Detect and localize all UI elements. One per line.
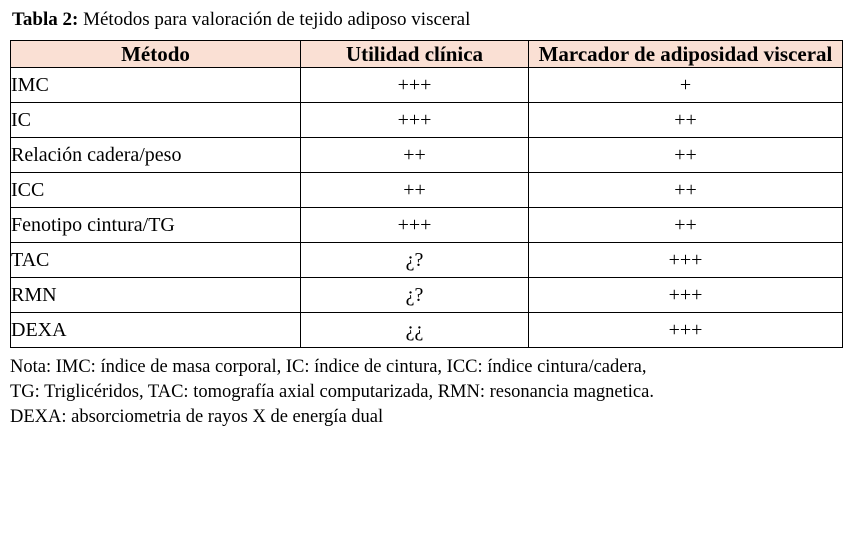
cell-metodo: Relación cadera/peso (11, 138, 301, 173)
table-row (11, 243, 843, 278)
cell-marcador: ++ (529, 103, 843, 138)
cell-marcador: + (529, 68, 843, 103)
table-row (11, 103, 843, 138)
table-row (11, 313, 843, 348)
cell-metodo: ICC (11, 173, 301, 208)
cell-metodo: RMN (11, 278, 301, 313)
cell-utilidad: +++ (301, 103, 529, 138)
cell-marcador: ++ (529, 208, 843, 243)
table-row (11, 68, 843, 103)
cell-marcador: +++ (529, 243, 843, 278)
table-caption-text: Métodos para valoración de tejido adiposo visceral (78, 9, 471, 30)
cell-utilidad: ¿¿ (301, 313, 529, 348)
cell-utilidad: +++ (301, 208, 529, 243)
table-head (11, 41, 843, 68)
cell-metodo: IC (11, 103, 301, 138)
column-header-utilidad-clinica: Utilidad clínica (301, 41, 529, 68)
table-note-line: TG: Triglicéridos, TAC: tomografía axial computarizada, RMN: resonancia magnetica. (10, 382, 654, 402)
cell-utilidad: ¿? (301, 278, 529, 313)
cell-marcador: ++ (529, 173, 843, 208)
table-row (11, 173, 843, 208)
table-caption-label: Tabla 2: (12, 9, 79, 30)
table-note-line: DEXA: absorciometria de rayos X de energía dual (10, 407, 384, 427)
table-row (11, 138, 843, 173)
cell-marcador: ++ (529, 138, 843, 173)
cell-marcador: +++ (529, 313, 843, 348)
table-row (11, 208, 843, 243)
cell-metodo: TAC (11, 243, 301, 278)
table-notes (10, 355, 842, 430)
column-header-marcador-adiposidad-visceral: Marcador de adiposidad visceral (529, 41, 843, 68)
cell-utilidad: ¿? (301, 243, 529, 278)
table-caption (12, 8, 842, 32)
table-body (11, 68, 843, 348)
cell-marcador: +++ (529, 278, 843, 313)
cell-metodo: IMC (11, 68, 301, 103)
table-note-line: Nota: IMC: índice de masa corporal, IC: índice de cintura, ICC: índice cintura/cadera, (10, 357, 647, 377)
cell-utilidad: +++ (301, 68, 529, 103)
column-header-metodo: Método (11, 41, 301, 68)
cell-metodo: Fenotipo cintura/TG (11, 208, 301, 243)
cell-utilidad: ++ (301, 173, 529, 208)
visceral-adiposity-methods-table (10, 40, 843, 348)
cell-utilidad: ++ (301, 138, 529, 173)
cell-metodo: DEXA (11, 313, 301, 348)
table-row (11, 278, 843, 313)
table-header-row (11, 41, 843, 68)
